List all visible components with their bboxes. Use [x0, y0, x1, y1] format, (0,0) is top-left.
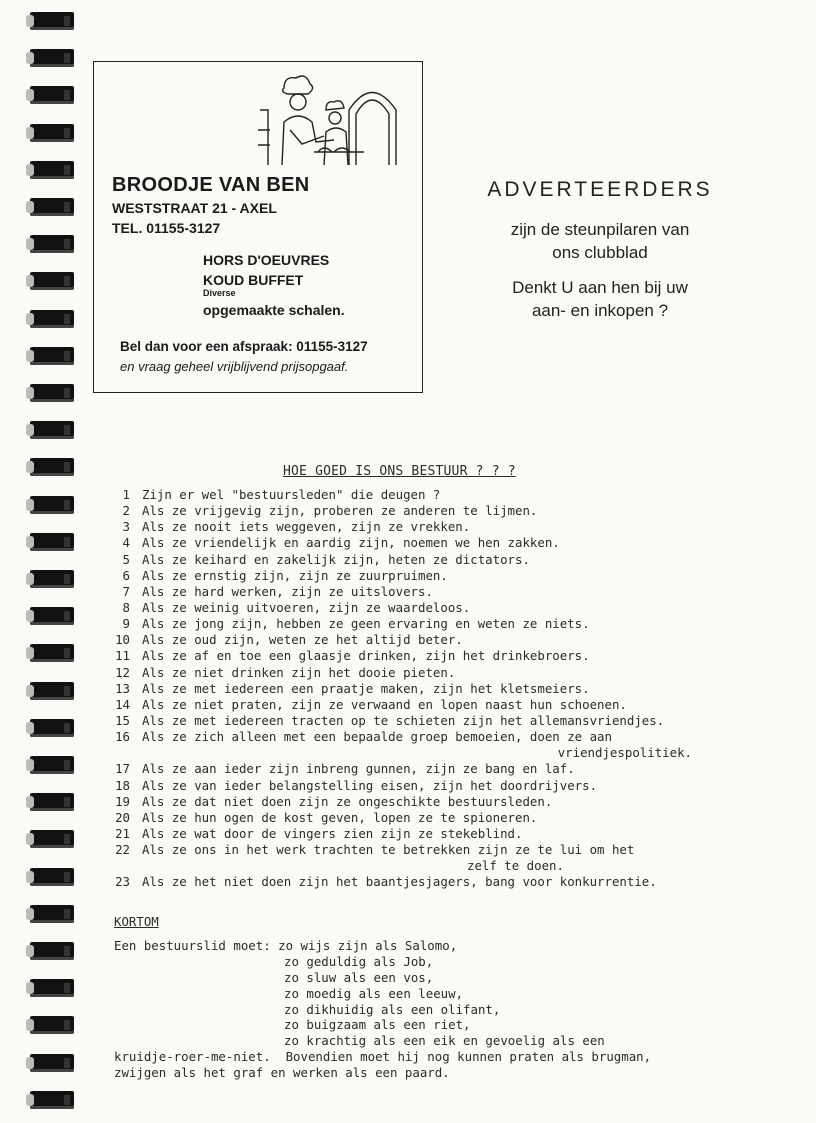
item-text: Als ze af en toe een glaasje drinken, zijn het drinkebroers. — [142, 648, 590, 664]
item-number: 11 — [115, 648, 130, 664]
chef-illustration — [254, 70, 404, 170]
article-list — [112, 487, 722, 891]
call-to-action: Bel dan voor een afspraak: 01155-3127 — [120, 339, 368, 354]
binding-ring — [30, 682, 74, 700]
list-item — [112, 713, 722, 729]
binding-ring — [30, 86, 74, 104]
item-text: Als ze wat door de vingers zien zijn ze stekeblind. — [142, 825, 523, 841]
item-text: Als ze jong zijn, hebben ze geen ervaring en weten ze niets. — [142, 616, 590, 632]
list-item — [112, 681, 722, 697]
advertisers-heading: ADVERTEERDERS — [487, 178, 713, 201]
binding-ring — [30, 533, 74, 551]
advertisers-line-1: zijn de steunpilaren van — [510, 220, 690, 239]
binding-ring — [30, 496, 74, 514]
list-item — [112, 745, 722, 761]
item-text: Als ze met iedereen een praatje maken, zijn het kletsmeiers. — [142, 680, 590, 696]
item-text: Als ze hard werken, zijn ze uitslovers. — [142, 583, 433, 599]
item-text: Als ze nooit iets weggeven, zijn ze vrekken. — [142, 519, 471, 535]
item-number: 17 — [115, 761, 130, 777]
item-number: 18 — [115, 777, 130, 793]
item-text: Als ze oud zijn, weten ze het altijd beter. — [142, 632, 463, 648]
binding-ring — [30, 310, 74, 328]
binding-ring — [30, 793, 74, 811]
item-number: 1 — [122, 487, 130, 502]
item-number: 7 — [122, 583, 130, 599]
item-number: 15 — [115, 712, 130, 728]
item-text: Als ze zich alleen met een bepaalde groep bemoeien, doen ze aan — [142, 729, 612, 745]
closing-line: zo krachtig als een eik en gevoelig als een — [284, 1033, 605, 1049]
service-diverse: Diverse — [203, 288, 236, 298]
item-text: Zijn er wel "bestuursleden" die deugen ? — [142, 487, 441, 502]
closing-line: zo sluw als een vos, — [284, 969, 434, 985]
list-item — [112, 761, 722, 777]
service-koud-buffet: KOUD BUFFET — [203, 272, 304, 288]
list-item — [112, 503, 722, 519]
list-item — [112, 616, 722, 632]
closing-line: zwijgen als het graf en werken als een paard. — [114, 1065, 450, 1081]
item-number: 12 — [115, 664, 130, 680]
list-item — [112, 600, 722, 616]
item-text: Als ze weinig uitvoeren, zijn ze waardeloos. — [142, 599, 471, 615]
spiral-binding — [0, 0, 80, 1123]
binding-ring — [30, 384, 74, 402]
closing-line: zo dikhuidig als een olifant, — [284, 1001, 501, 1017]
closing-line: zo buigzaam als een riet, — [284, 1017, 471, 1033]
list-item — [112, 810, 722, 826]
item-text: Als ze vriendelijk en aardig zijn, noemen we hen zakken. — [142, 535, 560, 551]
binding-ring — [30, 644, 74, 662]
item-text: Als ze ernstig zijn, zijn ze zuurpruimen. — [142, 567, 448, 583]
binding-ring — [30, 198, 74, 216]
advertisers-line-4: aan- en inkopen ? — [531, 301, 669, 320]
binding-ring — [30, 347, 74, 365]
item-number: 19 — [115, 793, 130, 809]
list-item — [112, 697, 722, 713]
item-number: 4 — [122, 535, 130, 551]
list-item — [112, 632, 722, 648]
item-number: 14 — [115, 696, 130, 712]
binding-ring — [30, 458, 74, 476]
advertisers-line-2: ons clubblad — [552, 243, 648, 262]
advertisers-line-3: Denkt U aan hen bij uw — [512, 278, 688, 297]
item-text: Als ze niet drinken zijn het dooie pieten. — [142, 664, 456, 680]
binding-ring — [30, 1016, 74, 1034]
list-item — [112, 826, 722, 842]
advertisement-box — [93, 61, 423, 393]
binding-ring — [30, 942, 74, 960]
item-text: Als ze met iedereen tracten op te schieten zijn het allemansvriendjes. — [142, 712, 665, 728]
list-item — [112, 552, 722, 568]
list-item — [112, 568, 722, 584]
binding-ring — [30, 49, 74, 67]
service-schalen: opgemaakte schalen. — [203, 302, 345, 318]
list-item — [112, 794, 722, 810]
item-number: 10 — [115, 632, 130, 648]
item-number: 16 — [115, 729, 130, 745]
item-text: vriendjespolitiek. — [557, 745, 692, 761]
binding-ring — [30, 421, 74, 439]
item-text: Als ze hun ogen de kost geven, lopen ze te spioneren. — [142, 809, 538, 825]
item-number: 13 — [115, 680, 130, 696]
article-title: HOE GOED IS ONS BESTUUR ? ? ? — [283, 464, 516, 479]
closing-line: zo geduldig als Job, — [284, 953, 434, 969]
binding-ring — [30, 570, 74, 588]
closing-line: Een bestuurslid moet: zo wijs zijn als Salomo, — [114, 938, 458, 953]
list-item — [112, 874, 722, 890]
kortom-heading: KORTOM — [114, 914, 159, 929]
item-number: 8 — [122, 599, 130, 615]
item-text: Als ze dat niet doen zijn ze ongeschikte bestuursleden. — [142, 793, 553, 809]
binding-ring — [30, 607, 74, 625]
item-number: 9 — [122, 616, 130, 632]
item-text: Als ze vrijgevig zijn, proberen ze anderen te lijmen. — [142, 503, 538, 519]
binding-ring — [30, 161, 74, 179]
list-item — [112, 858, 722, 874]
item-number: 21 — [115, 825, 130, 841]
list-item — [112, 729, 722, 745]
binding-ring — [30, 830, 74, 848]
binding-ring — [30, 1091, 74, 1109]
list-item — [112, 648, 722, 664]
item-text: Als ze het niet doen zijn het baantjesjagers, bang voor konkurrentie. — [142, 874, 657, 890]
item-number: 3 — [122, 519, 130, 535]
binding-ring — [30, 12, 74, 30]
item-number: 6 — [122, 567, 130, 583]
binding-ring — [30, 905, 74, 923]
list-item — [112, 665, 722, 681]
list-item — [112, 842, 722, 858]
binding-ring — [30, 979, 74, 997]
binding-ring — [30, 868, 74, 886]
item-number: 23 — [115, 874, 130, 890]
item-text: zelf te doen. — [467, 858, 564, 874]
advertisers-notice — [450, 178, 750, 322]
item-number: 20 — [115, 809, 130, 825]
binding-ring — [30, 235, 74, 253]
list-item — [112, 778, 722, 794]
shop-telephone: TEL. 01155-3127 — [112, 220, 221, 236]
binding-ring — [30, 1054, 74, 1072]
list-item — [112, 535, 722, 551]
list-item — [112, 487, 722, 503]
item-number: 5 — [122, 551, 130, 567]
binding-ring — [30, 756, 74, 774]
item-text: Als ze ons in het werk trachten te betrekken zijn ze te lui om het — [142, 842, 635, 858]
binding-ring — [30, 719, 74, 737]
list-item — [112, 584, 722, 600]
item-text: Als ze keihard en zakelijk zijn, heten ze dictators. — [142, 551, 530, 567]
item-number: 2 — [122, 503, 130, 519]
item-number: 22 — [115, 842, 130, 858]
closing-paragraph — [114, 938, 651, 1081]
quote-request: en vraag geheel vrijblijvend prijsopgaaf. — [120, 359, 349, 374]
list-item — [112, 519, 722, 535]
shop-name: BROODJE VAN BEN — [112, 174, 310, 196]
binding-ring — [30, 124, 74, 142]
item-text: Als ze niet praten, zijn ze verwaand en lopen naast hun schoenen. — [142, 696, 627, 712]
closing-line: kruidje-roer-me-niet. Bovendien moet hij nog kunnen praten als brugman, — [114, 1049, 652, 1065]
closing-line: zo moedig als een leeuw, — [284, 985, 464, 1001]
service-hors-doeuvres: HORS D'OEUVRES — [203, 252, 330, 268]
shop-address: WESTSTRAAT 21 - AXEL — [112, 200, 277, 216]
item-text: Als ze van ieder belangstelling eisen, zijn het doordrijvers. — [142, 777, 598, 793]
binding-ring — [30, 272, 74, 290]
item-text: Als ze aan ieder zijn inbreng gunnen, zijn ze bang en laf. — [142, 761, 575, 777]
